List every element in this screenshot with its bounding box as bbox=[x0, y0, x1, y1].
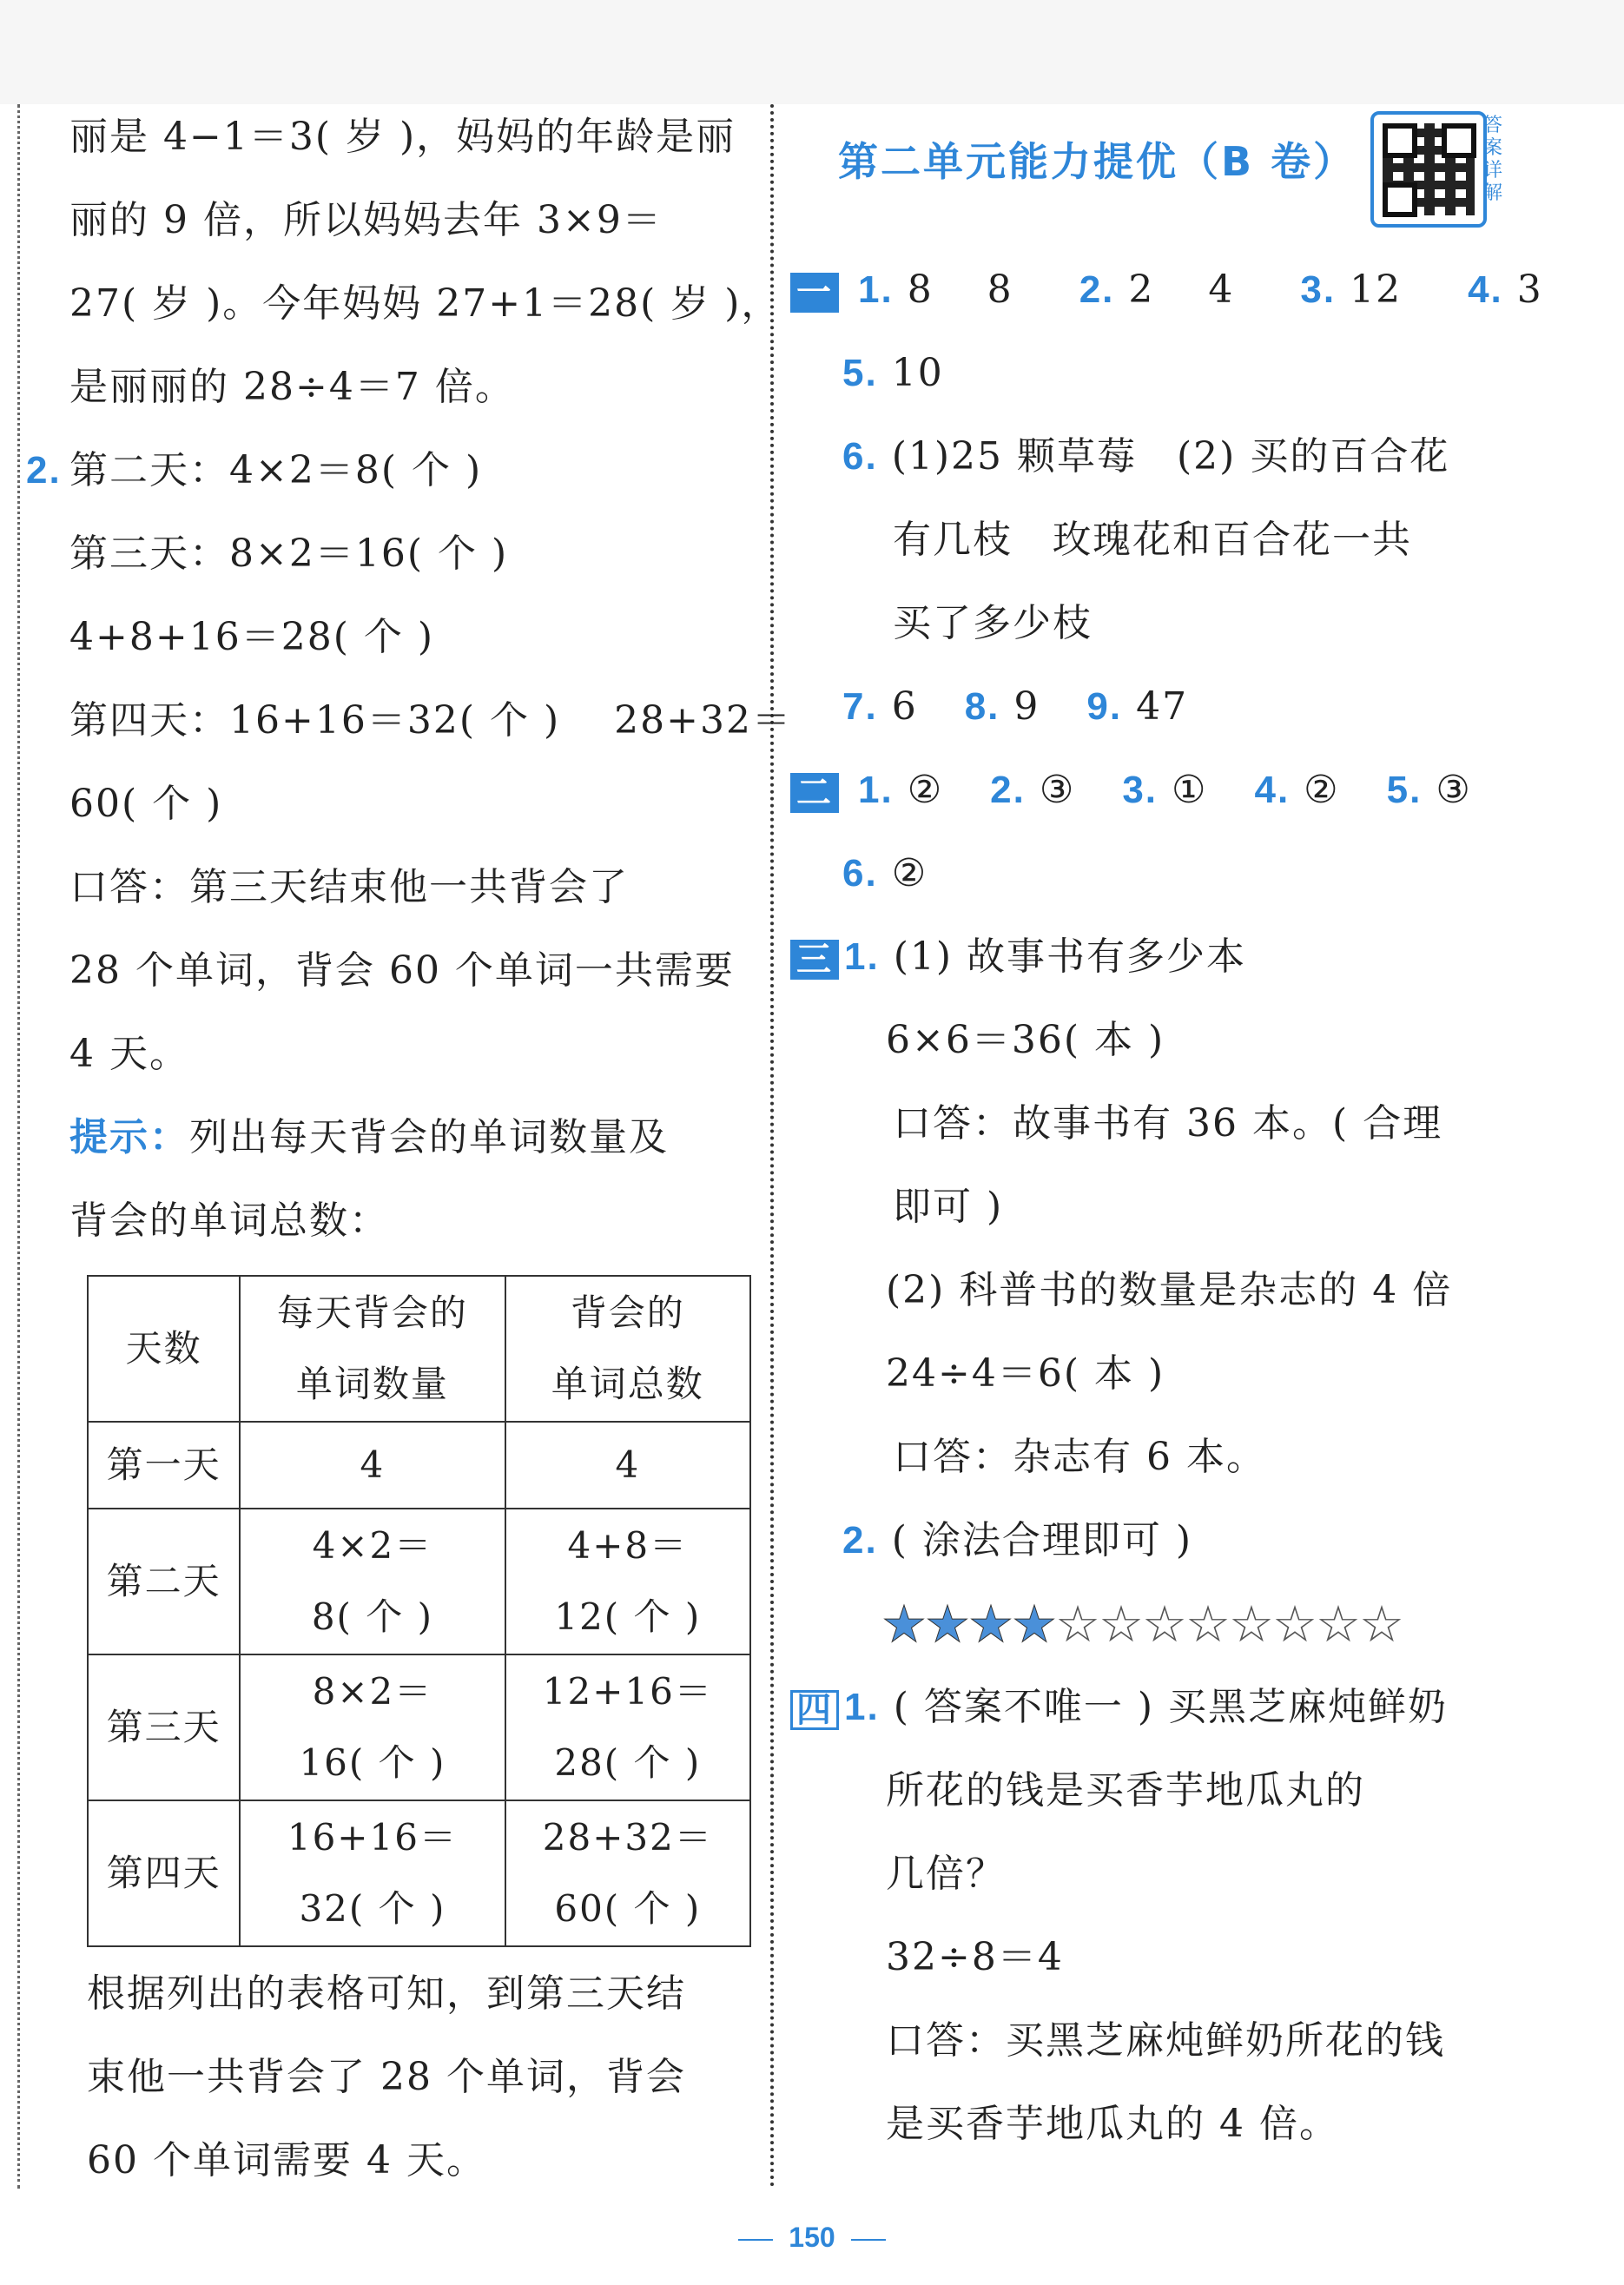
answer-item: 4. ② bbox=[1254, 768, 1340, 812]
cell-line: 4+8＝ bbox=[567, 1524, 689, 1567]
cell-line: 8×2＝ bbox=[312, 1670, 433, 1713]
section3-line bbox=[790, 915, 1572, 999]
text-line: 即可 ) bbox=[893, 1185, 1004, 1229]
section-title: 第二单元能力提优（B 卷） bbox=[838, 138, 1357, 185]
answer-item: 8. 9 bbox=[964, 684, 1040, 729]
text-line: 4 天。 bbox=[69, 1032, 189, 1076]
text-line: 60( 个 ) bbox=[69, 782, 223, 826]
cell-line: 28( 个 ) bbox=[554, 1741, 702, 1784]
section-badge-3: 三 bbox=[790, 940, 839, 980]
star-filled-icon: ★ bbox=[881, 1595, 925, 1654]
star-empty-icon: ☆ bbox=[1316, 1595, 1359, 1654]
section2-line bbox=[790, 749, 1572, 832]
answer-item: 5. ③ bbox=[1386, 768, 1472, 812]
cell-line: 12( 个 ) bbox=[554, 1595, 702, 1638]
qr-corner bbox=[1442, 123, 1476, 158]
text-line: 丽是 4−1＝3( 岁 )，妈妈的年龄是丽 bbox=[69, 115, 736, 159]
text-line: 第三天：8×2＝16( 个 ) bbox=[69, 532, 509, 576]
cell-line: 28+32＝ bbox=[542, 1816, 713, 1859]
text-line: 28 个单词，背会 60 个单词一共需要 bbox=[69, 948, 735, 993]
left-column bbox=[26, 96, 792, 1263]
star-empty-icon: ☆ bbox=[1142, 1595, 1185, 1654]
table-row bbox=[88, 1422, 750, 1509]
section-badge-1: 一 bbox=[790, 273, 839, 313]
text-line: 买了多少枝 bbox=[893, 601, 1093, 645]
answer-item: 2. 2 4 bbox=[1079, 267, 1235, 312]
q5-answer: 10 bbox=[891, 351, 944, 395]
qr-label: 答案详解 bbox=[1483, 115, 1503, 204]
text-line: 6×6＝36( 本 ) bbox=[886, 1018, 1165, 1062]
q6-text: (1)25 颗草莓 (2) 买的百合花 bbox=[891, 434, 1450, 479]
hint-label: 提示： bbox=[69, 1115, 189, 1159]
table-header-row bbox=[88, 1276, 750, 1422]
q2-text: 第二天：4×2＝8( 个 ) bbox=[69, 448, 483, 492]
section-badge-4: 四 bbox=[790, 1690, 839, 1730]
q2-line bbox=[26, 429, 769, 512]
total-cell: 4 bbox=[505, 1422, 750, 1509]
text-line: 是丽丽的 28÷4＝7 倍。 bbox=[69, 365, 515, 409]
q6-number: 6. bbox=[842, 852, 878, 895]
section4-line bbox=[790, 1666, 1572, 1749]
header-daily bbox=[240, 1276, 505, 1422]
answer-line bbox=[790, 1499, 1572, 1582]
text-line: 有几枝 玫瑰花和百合花一共 bbox=[893, 518, 1412, 562]
answer-line bbox=[790, 332, 1572, 415]
text-line: 27( 岁 )。今年妈妈 27+1＝28( 岁 )， bbox=[69, 281, 782, 326]
answer-item: 3. ① bbox=[1122, 768, 1208, 812]
text-line: 所花的钱是买香芋地瓜丸的 bbox=[886, 1768, 1365, 1813]
text-line: 第四天：16+16＝32( 个 ) 28+32＝ bbox=[69, 698, 792, 743]
star-empty-icon: ☆ bbox=[1272, 1595, 1316, 1654]
star-empty-icon: ☆ bbox=[1055, 1595, 1099, 1654]
qr-code[interactable] bbox=[1370, 111, 1487, 228]
daily-cell bbox=[240, 1654, 505, 1800]
answer-item: 4. 3 bbox=[1468, 267, 1543, 312]
text-line: 丽的 9 倍，所以妈妈去年 3×9＝ bbox=[69, 198, 663, 242]
day-cell: 第四天 bbox=[88, 1800, 240, 1946]
answer-item: 3. 12 bbox=[1300, 267, 1403, 312]
q6-answer: ② bbox=[891, 851, 928, 895]
cell-line: 60( 个 ) bbox=[554, 1887, 702, 1930]
word-count-table bbox=[87, 1275, 751, 1947]
text-line: 口答：买黑芝麻炖鲜奶所花的钱 bbox=[886, 2018, 1445, 2063]
section-badge-2: 二 bbox=[790, 773, 839, 813]
answer-item: 1. ② bbox=[858, 768, 944, 812]
page-number: 150 bbox=[789, 2222, 835, 2253]
s4-q1-text: ( 答案不唯一 ) 买黑芝麻炖鲜奶 bbox=[893, 1685, 1448, 1729]
text-line: 束他一共背会了 28 个单词，背会 bbox=[87, 2055, 686, 2099]
page-top-shade bbox=[0, 0, 1624, 104]
answer-item: 9. 47 bbox=[1086, 684, 1189, 729]
day-cell: 第二天 bbox=[88, 1509, 240, 1654]
total-cell bbox=[505, 1654, 750, 1800]
text-line: 几倍？ bbox=[886, 1852, 1006, 1896]
cell-line: 4×2＝ bbox=[312, 1524, 433, 1567]
daily-cell bbox=[240, 1509, 505, 1654]
footer-dash bbox=[738, 2239, 773, 2241]
footer-dash bbox=[851, 2239, 886, 2241]
star-empty-icon: ☆ bbox=[1359, 1595, 1403, 1654]
cell-line: 12+16＝ bbox=[542, 1670, 713, 1713]
star-empty-icon: ☆ bbox=[1185, 1595, 1229, 1654]
daily-cell bbox=[240, 1800, 505, 1946]
cell-line: 32( 个 ) bbox=[299, 1887, 446, 1930]
text-line: 口答：第三天结束他一共背会了 bbox=[69, 865, 629, 909]
text-line: 是买香芋地瓜丸的 4 倍。 bbox=[886, 2102, 1339, 2146]
s3-q1-number: 1. bbox=[844, 935, 880, 978]
day-cell: 第一天 bbox=[88, 1422, 240, 1509]
cell-line: 16( 个 ) bbox=[299, 1741, 446, 1784]
s3-q2-text: ( 涂法合理即可 ) bbox=[891, 1518, 1193, 1562]
answer-line bbox=[790, 415, 1572, 499]
star-filled-icon: ★ bbox=[1012, 1595, 1055, 1654]
s3-q2-number: 2. bbox=[842, 1519, 878, 1562]
text-line: 根据列出的表格可知，到第三天结 bbox=[87, 1971, 686, 2016]
star-filled-icon: ★ bbox=[925, 1595, 968, 1654]
header-total-line1: 背会的 bbox=[570, 1291, 685, 1334]
day-cell: 第三天 bbox=[88, 1654, 240, 1800]
q5-number: 5. bbox=[842, 352, 878, 394]
hint-text: 列出每天背会的单词数量及 bbox=[189, 1115, 669, 1159]
conclusion bbox=[87, 1952, 773, 2202]
table-row bbox=[88, 1800, 750, 1946]
answer-item: 1. 8 8 bbox=[858, 267, 1013, 312]
page-footer bbox=[0, 2222, 1624, 2254]
star-empty-icon: ☆ bbox=[1229, 1595, 1272, 1654]
answer-item: 2. ③ bbox=[990, 768, 1076, 812]
table-row bbox=[88, 1654, 750, 1800]
header-daily-line2: 单词数量 bbox=[295, 1363, 449, 1405]
s4-q1-number: 1. bbox=[844, 1686, 880, 1728]
header-day: 天数 bbox=[88, 1276, 240, 1422]
answer-line bbox=[790, 832, 1572, 915]
total-cell bbox=[505, 1800, 750, 1946]
text-line: 4+8+16＝28( 个 ) bbox=[69, 615, 435, 659]
daily-cell: 4 bbox=[240, 1422, 505, 1509]
text-line: (2) 科普书的数量是杂志的 4 倍 bbox=[886, 1268, 1453, 1312]
binding-dotted-line bbox=[17, 104, 20, 2189]
text-line: 背会的单词总数： bbox=[69, 1199, 389, 1243]
answer-line bbox=[790, 665, 1572, 749]
star-empty-icon: ☆ bbox=[1099, 1595, 1142, 1654]
answer-item: 7. 6 bbox=[842, 684, 918, 729]
header-total-line2: 单词总数 bbox=[551, 1363, 704, 1405]
right-column bbox=[790, 248, 1572, 2166]
text-line: 口答：杂志有 6 本。 bbox=[893, 1435, 1266, 1479]
text-line: 24÷4＝6( 本 ) bbox=[886, 1351, 1165, 1396]
q2-number: 2. bbox=[26, 449, 62, 492]
column-divider bbox=[770, 104, 774, 2189]
s3-q1-text: (1) 故事书有多少本 bbox=[893, 934, 1247, 979]
qr-corner bbox=[1383, 123, 1417, 158]
text-line: 口答：故事书有 36 本。( 合理 bbox=[893, 1101, 1443, 1146]
q6-number: 6. bbox=[842, 435, 878, 478]
star-filled-icon: ★ bbox=[968, 1595, 1012, 1654]
cell-line: 8( 个 ) bbox=[311, 1595, 434, 1638]
header-total bbox=[505, 1276, 750, 1422]
cell-line: 16+16＝ bbox=[287, 1816, 458, 1859]
header-daily-line1: 每天背会的 bbox=[276, 1291, 468, 1334]
text-line: 32÷8＝4 bbox=[886, 1935, 1064, 1979]
qr-corner bbox=[1383, 182, 1417, 217]
total-cell bbox=[505, 1509, 750, 1654]
star-row bbox=[790, 1582, 1572, 1666]
section1-line bbox=[790, 248, 1572, 332]
table-row bbox=[88, 1509, 750, 1654]
hint-line bbox=[69, 1096, 769, 1179]
text-line: 60 个单词需要 4 天。 bbox=[87, 2138, 486, 2183]
